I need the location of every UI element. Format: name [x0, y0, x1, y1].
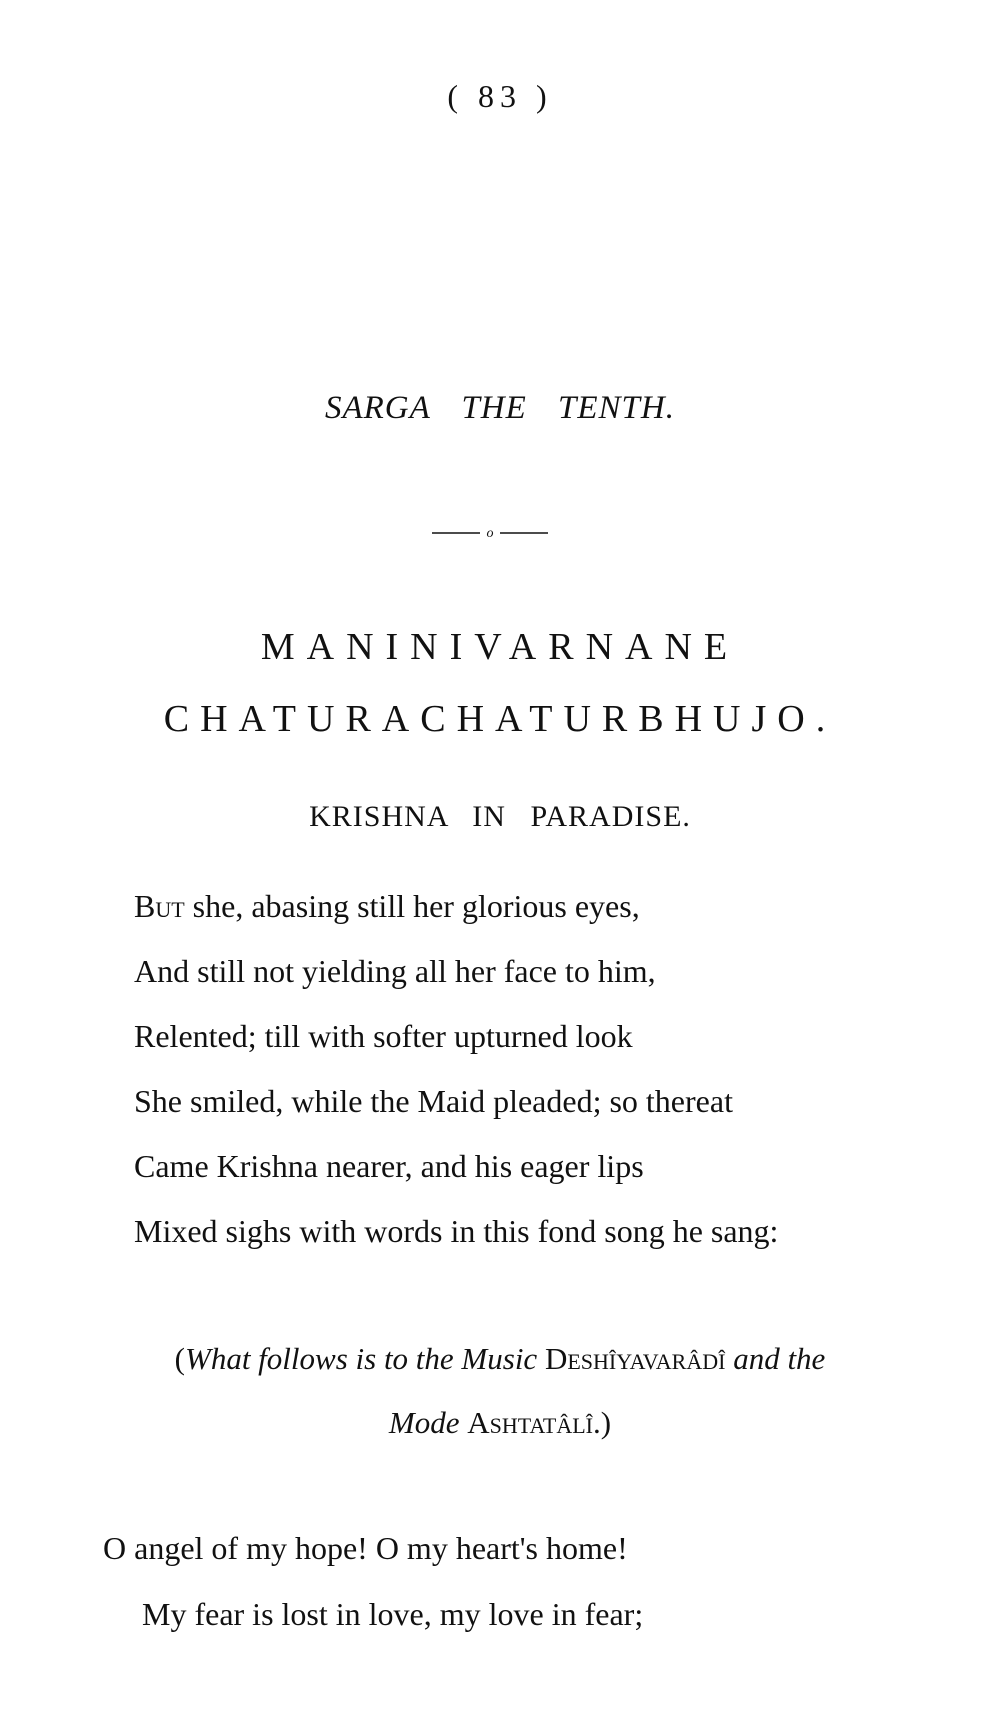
verse-line: And still not yielding all her face to him, [134, 953, 656, 989]
note-intro: What follows is to the Music [185, 1341, 538, 1376]
svg-text:o: o [486, 526, 494, 541]
verse-line: Mixed sighs with words in this fond song he sang: [134, 1213, 779, 1249]
chapter-heading: SARGA THE TENTH. [324, 390, 675, 426]
verse-line: Came Krishna nearer, and his eager lips [134, 1148, 644, 1184]
note-and-the: and the [733, 1341, 826, 1376]
note-mode-name: Ashtatâlî. [467, 1405, 601, 1440]
verse-line [134, 888, 640, 925]
verse-line: She smiled, while the Maid pleaded; so thereat [134, 1083, 733, 1119]
ornament-divider-icon [430, 523, 550, 543]
note-music-name: Deshîyavarâdî [544, 1341, 726, 1376]
music-note-line-1 [0, 1341, 1000, 1377]
subtitle: KRISHNA IN PARADISE. [309, 800, 691, 833]
note-close-paren: ) [600, 1405, 612, 1440]
main-title-line-1: MANINIVARNANE [260, 626, 740, 668]
verse-line: Relented; till with softer upturned look [134, 1018, 633, 1054]
song-line: My fear is lost in love, my love in fear; [142, 1596, 644, 1632]
verse-drop-word: But [134, 888, 185, 924]
song-line: O angel of my hope! O my heart's home! [103, 1530, 628, 1566]
page-number: ( 83 ) [447, 78, 553, 114]
note-open-paren: ( [174, 1341, 185, 1376]
note-mode-word: Mode [388, 1405, 460, 1440]
main-title-line-2: CHATURACHATURBHUJO. [163, 698, 837, 740]
music-note-line-2 [0, 1405, 1000, 1441]
verse-line-text: she, abasing still her glorious eyes, [184, 888, 640, 924]
